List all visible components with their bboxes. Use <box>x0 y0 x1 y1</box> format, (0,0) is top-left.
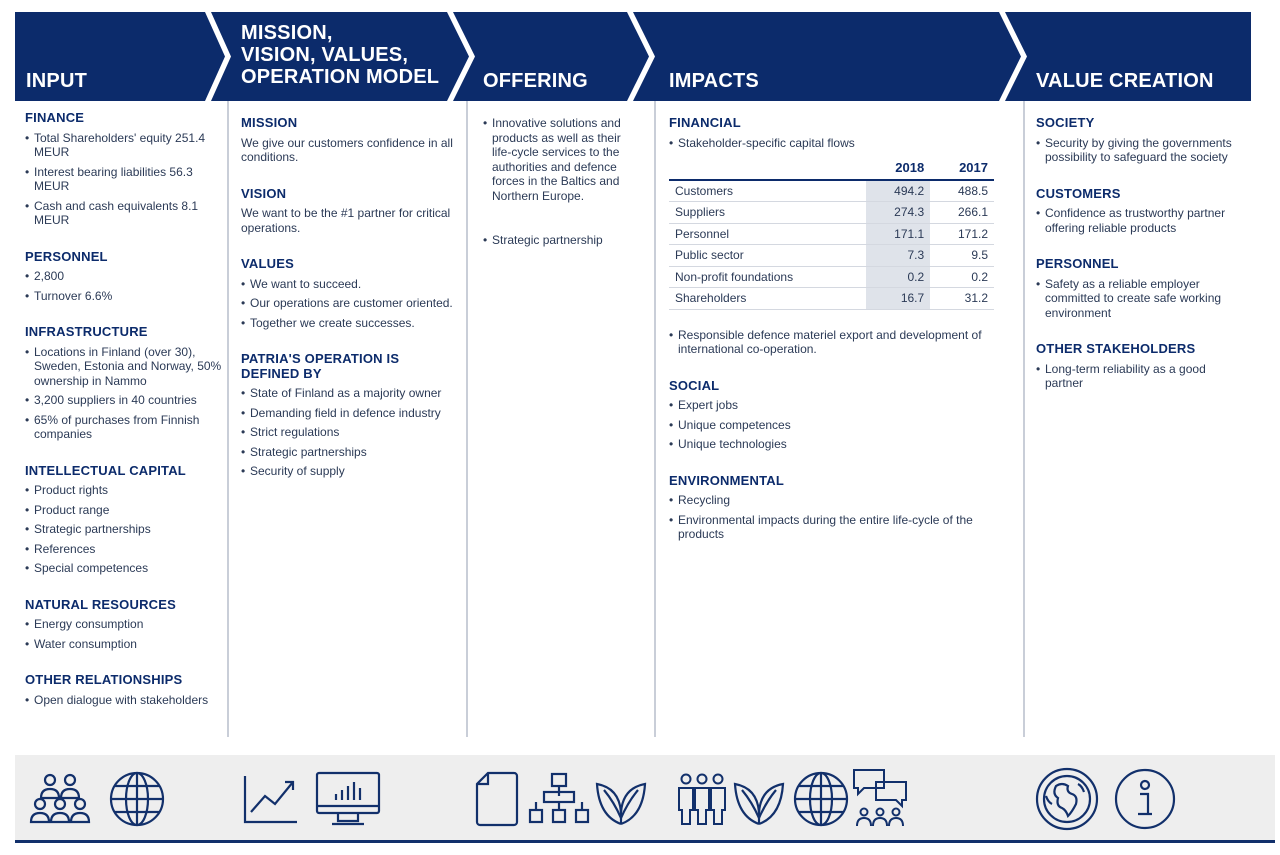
infrastructure-section <box>25 325 227 442</box>
vc-personnel-list <box>1036 277 1246 321</box>
list-item: • Energy consumption <box>25 617 227 632</box>
row-label: Customers <box>669 180 866 202</box>
other-stakeholders-title: OTHER STAKEHOLDERS <box>1036 341 1196 356</box>
vision-section <box>241 187 454 236</box>
personnel-list <box>25 269 227 303</box>
monitor-chart-icon <box>314 770 382 828</box>
list-item: • Environmental impacts during the entire life-cycle of the products <box>669 513 995 542</box>
header-mission <box>241 22 439 88</box>
intellectual-capital-section <box>25 464 227 576</box>
info-icon <box>1112 768 1178 830</box>
table-row <box>669 223 994 245</box>
earth-icon <box>1034 766 1100 832</box>
row-label: Public sector <box>669 245 866 267</box>
environmental-title: ENVIRONMENTAL <box>669 472 785 488</box>
customers-list <box>1036 206 1246 235</box>
table-row <box>669 202 994 224</box>
list-item: • References <box>25 542 227 557</box>
mission-column <box>241 101 468 737</box>
list-item: • Innovative solutions and products as well as their life-cycle services to the authorities and defence forces in the Baltics and Northern Europe. <box>483 116 642 203</box>
table-header-row <box>669 158 994 180</box>
environmental-list <box>669 493 995 542</box>
vc-personnel-title: PERSONNEL <box>1036 256 1119 271</box>
finance-list <box>25 131 227 228</box>
operation-list <box>241 386 454 479</box>
people-group-icon <box>28 772 92 826</box>
header-band <box>15 12 1251 101</box>
natural-resources-section <box>25 598 227 652</box>
social-section <box>669 379 995 452</box>
other-stakeholders-section <box>1036 342 1246 391</box>
table-header-2017: 2017 <box>930 158 994 180</box>
row-label: Personnel <box>669 223 866 245</box>
operation-title: PATRIA'S OPERATION IS DEFINED BY <box>241 351 400 381</box>
row-value-2018: 7.3 <box>866 245 930 267</box>
list-item: • Demanding field in defence industry <box>241 406 454 421</box>
list-item: • Strategic partnerships <box>25 522 227 537</box>
financial-intro-list <box>669 136 995 151</box>
mission-text: We give our customers confidence in all conditions. <box>241 135 453 164</box>
other-stakeholders-list <box>1036 362 1246 391</box>
operation-section <box>241 352 454 479</box>
list-item: • Turnover 6.6% <box>25 289 227 304</box>
list-item: • Together we create successes. <box>241 316 454 331</box>
header-mission-line2: VISION, VALUES, <box>241 44 409 66</box>
input-column <box>25 101 229 737</box>
infrastructure-list <box>25 345 227 442</box>
table-row <box>669 266 994 288</box>
offering-column <box>483 101 656 737</box>
list-item: • Interest bearing liabilities 56.3 MEUR <box>25 165 227 194</box>
personnel-section <box>25 250 227 304</box>
values-title: VALUES <box>241 256 294 271</box>
list-item: • Strict regulations <box>241 425 454 440</box>
value-creation-column <box>1036 101 1246 737</box>
financial-title: FINANCIAL <box>669 115 741 130</box>
social-list <box>669 398 995 452</box>
finance-section <box>25 111 227 228</box>
table-header-label <box>669 158 866 180</box>
customers-section <box>1036 187 1246 236</box>
list-item: • Long-term reliability as a good partner <box>1036 362 1246 391</box>
values-list <box>241 277 454 331</box>
vision-title: VISION <box>241 185 287 201</box>
row-value-2018: 171.1 <box>866 223 930 245</box>
list-item: • Strategic partnership <box>483 233 642 248</box>
list-item: • 3,200 suppliers in 40 countries <box>25 393 227 408</box>
globe-icon <box>108 770 166 828</box>
personnel-group-icon <box>676 772 728 826</box>
header-impacts: IMPACTS <box>669 70 759 92</box>
list-item: • 2,800 <box>25 269 227 284</box>
natural-resources-list <box>25 617 227 651</box>
leaf-icon <box>732 770 786 828</box>
capital-flows-table <box>669 158 994 310</box>
list-item: • Locations in Finland (over 30), Sweden, Estonia and Norway, 50% ownership in Nammo <box>25 345 227 389</box>
vision-text: We want to be the #1 partner for critical operations. <box>241 206 451 235</box>
list-item: • Expert jobs <box>669 398 995 413</box>
mission-title: MISSION <box>241 115 298 130</box>
row-value-2017: 31.2 <box>930 288 994 310</box>
footer-rule <box>15 840 1275 843</box>
infrastructure-title: INFRASTRUCTURE <box>25 324 148 339</box>
header-value-creation: VALUE CREATION <box>1036 70 1214 92</box>
mission-section <box>241 116 454 165</box>
customers-title: CUSTOMERS <box>1036 185 1121 201</box>
list-item: • Our operations are customer oriented. <box>241 296 454 311</box>
intellectual-capital-title: INTELLECTUAL CAPITAL <box>25 462 186 478</box>
list-item: • Safety as a reliable employer committed to create safe working environment <box>1036 277 1246 321</box>
list-item: • Open dialogue with stakeholders <box>25 693 227 708</box>
financial-section <box>669 116 995 357</box>
discussion-icon <box>852 768 908 830</box>
list-item: • State of Finland as a majority owner <box>241 386 454 401</box>
row-value-2017: 0.2 <box>930 266 994 288</box>
social-title: SOCIAL <box>669 377 720 393</box>
offering-list <box>483 116 642 248</box>
other-relationships-title: OTHER RELATIONSHIPS <box>25 672 183 687</box>
list-item: • We want to succeed. <box>241 277 454 292</box>
header-input: INPUT <box>26 70 87 92</box>
intellectual-capital-list <box>25 483 227 576</box>
other-relationships-list <box>25 693 227 708</box>
society-title: SOCIETY <box>1036 115 1095 130</box>
list-item: • Recycling <box>669 493 995 508</box>
finance-title: FINANCE <box>25 110 85 125</box>
list-item: • Unique competences <box>669 418 995 433</box>
row-value-2017: 171.2 <box>930 223 994 245</box>
financial-note-list <box>669 328 995 357</box>
row-label: Shareholders <box>669 288 866 310</box>
row-label: Suppliers <box>669 202 866 224</box>
personnel-title: PERSONNEL <box>25 248 108 264</box>
list-item: • Cash and cash equivalents 8.1 MEUR <box>25 199 227 228</box>
header-mission-line3: OPERATION MODEL <box>241 66 440 88</box>
society-list <box>1036 136 1246 165</box>
row-value-2017: 488.5 <box>930 180 994 202</box>
list-item: • 65% of purchases from Finnish companies <box>25 413 227 442</box>
leaf-icon <box>594 770 648 828</box>
list-item: • Stakeholder-specific capital flows <box>669 136 995 151</box>
row-value-2018: 494.2 <box>866 180 930 202</box>
table-header-2018: 2018 <box>866 158 930 180</box>
row-value-2018: 16.7 <box>866 288 930 310</box>
header-mission-line1: MISSION, <box>241 22 333 44</box>
natural-resources-title: NATURAL RESOURCES <box>25 596 176 612</box>
table-row <box>669 245 994 267</box>
list-item: • Product range <box>25 503 227 518</box>
table-row <box>669 180 994 202</box>
list-item: • Water consumption <box>25 637 227 652</box>
line-chart-icon <box>243 774 299 824</box>
row-value-2017: 266.1 <box>930 202 994 224</box>
list-item: • Security by giving the governments possibility to safeguard the society <box>1036 136 1246 165</box>
list-item: • Unique technologies <box>669 437 995 452</box>
other-relationships-section <box>25 673 227 707</box>
list-item: • Special competences <box>25 561 227 576</box>
list-item: • Responsible defence materiel export and development of international co-operation. <box>669 328 995 357</box>
row-value-2017: 9.5 <box>930 245 994 267</box>
document-icon <box>474 770 520 828</box>
org-chart-icon <box>528 772 590 824</box>
header-offering: OFFERING <box>483 70 588 92</box>
society-section <box>1036 116 1246 165</box>
list-item: • Total Shareholders' equity 251.4 MEUR <box>25 131 227 160</box>
list-item: • Security of supply <box>241 464 454 479</box>
list-item: • Confidence as trustworthy partner offering reliable products <box>1036 206 1246 235</box>
impacts-column <box>669 101 1025 737</box>
vc-personnel-section <box>1036 257 1246 320</box>
row-label: Non-profit foundations <box>669 266 866 288</box>
environmental-section <box>669 474 995 542</box>
row-value-2018: 274.3 <box>866 202 930 224</box>
row-value-2018: 0.2 <box>866 266 930 288</box>
values-section <box>241 257 454 330</box>
globe-icon <box>792 770 850 828</box>
list-item: • Strategic partnerships <box>241 445 454 460</box>
table-row <box>669 288 994 310</box>
list-item: • Product rights <box>25 483 227 498</box>
